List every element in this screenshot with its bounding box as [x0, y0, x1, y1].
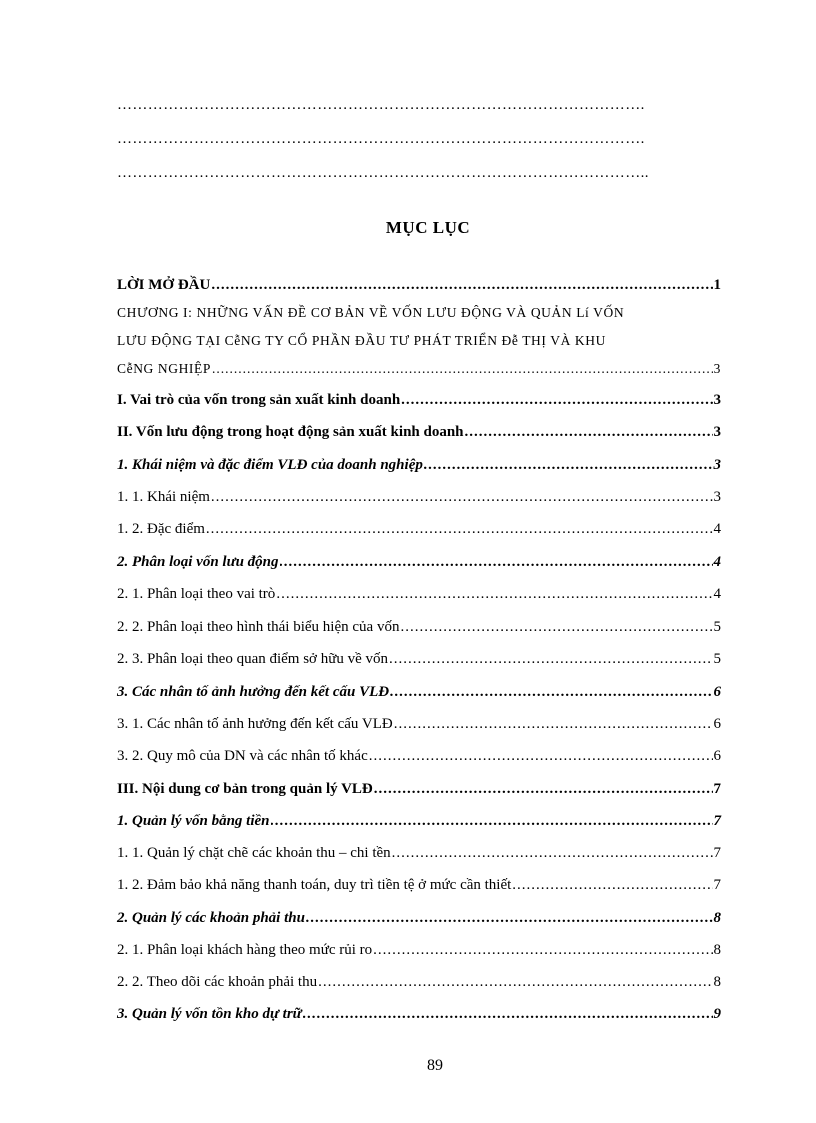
- page-number: 89: [427, 1057, 443, 1074]
- toc-entry[interactable]: [117, 974, 721, 991]
- dot-leader: [206, 521, 713, 538]
- toc-entry[interactable]: [117, 716, 721, 733]
- dot-leader: [276, 586, 712, 603]
- dot-leader: [306, 910, 713, 927]
- toc-entry-page: 3: [713, 457, 721, 473]
- toc-entry-page: 6: [713, 716, 721, 732]
- toc-entry[interactable]: [117, 586, 721, 603]
- toc-entry-label: 2. 3. Phân loại theo quan điểm sở hữu về vốn: [117, 651, 389, 667]
- toc-entry[interactable]: [117, 910, 721, 927]
- toc-entry-page: 8: [713, 910, 721, 926]
- toc-entry-label: [117, 424, 464, 441]
- toc-entry[interactable]: [117, 845, 721, 862]
- section-number: I.: [117, 392, 127, 408]
- toc-entry-page: 6: [713, 748, 721, 764]
- dotted-line: ………………………………………………………………………………………….: [117, 131, 645, 147]
- toc-entry-label: 3. Các nhân tố ảnh hưởng đến kết cấu VLĐ: [117, 684, 390, 700]
- dot-leader: [512, 877, 712, 894]
- toc-entry-page: 7: [713, 877, 721, 893]
- toc-entry-label: 1. 1. Quản lý chặt chẽ các khoản thu – chi tền: [117, 845, 391, 861]
- toc-entry-label: 1. 1. Khái niệm: [117, 489, 210, 505]
- toc-entry-page: 5: [713, 651, 721, 667]
- toc-entry-page: 3: [713, 424, 721, 440]
- dot-leader: [280, 554, 713, 571]
- toc-entry-label: 2. Phân loại vốn lưu động: [117, 554, 279, 570]
- toc-entry-label: 3. 1. Các nhân tố ảnh hưởng đến kết cấu VLĐ: [117, 716, 393, 732]
- dot-leader: [369, 748, 713, 765]
- dot-leader: [374, 781, 713, 798]
- dot-leader: [373, 942, 712, 959]
- dot-leader: [211, 277, 712, 294]
- toc-entry-label: 2. 2. Theo dõi các khoản phải thu: [117, 974, 318, 990]
- toc-entry-label: 1. Quản lý vốn bằng tiền: [117, 813, 270, 829]
- dot-leader: [392, 845, 713, 862]
- toc-entry-page: 3: [713, 489, 721, 505]
- dot-leader: [389, 651, 712, 668]
- toc-entry[interactable]: [117, 489, 721, 506]
- toc-entry-page: 1: [713, 277, 721, 293]
- dotted-line: …………………………………………………………………………………………..: [117, 165, 649, 181]
- toc-title: MỤC LỤC: [385, 218, 471, 237]
- dot-leader: [212, 361, 713, 377]
- dot-leader: [424, 457, 713, 474]
- toc-entry[interactable]: [117, 781, 721, 798]
- dot-leader: [400, 619, 712, 636]
- chapter-heading[interactable]: CHƯƠNG I: NHỮNG VẤN ĐỀ CƠ BẢN VỀ VỐN LƯU ĐỘNG VÀ QUẢN Lí VỐN: [117, 305, 625, 320]
- toc-entry-page: 3: [713, 392, 721, 408]
- toc-entry-page: 7: [713, 781, 721, 797]
- dot-leader: [318, 974, 712, 991]
- section-title: Vốn lưu động trong hoạt động sản xuất kinh doanh: [135, 424, 464, 440]
- dot-leader: [465, 424, 713, 441]
- toc-entry[interactable]: [117, 619, 721, 636]
- dot-leader: [390, 684, 712, 701]
- toc-entry-page: 4: [713, 554, 721, 570]
- toc-entry[interactable]: [117, 748, 721, 765]
- toc-entry-page: 4: [713, 586, 721, 602]
- toc-entry[interactable]: [117, 684, 721, 701]
- toc-entry-label: 1. Khái niệm và đặc điểm VLĐ của doanh nghiệp: [117, 457, 423, 473]
- toc-entry[interactable]: [117, 554, 721, 571]
- toc-entry-page: 8: [713, 974, 721, 990]
- toc-entry-label: 2. 1. Phân loại khách hàng theo mức rủi ro: [117, 942, 373, 958]
- toc-entry[interactable]: [117, 392, 721, 409]
- dot-leader: [211, 489, 713, 506]
- toc-entry-label: LỜI MỞ ĐẦU: [117, 277, 211, 293]
- toc-entry-label: CễNG NGHIỆP: [117, 361, 211, 376]
- toc-entry[interactable]: [117, 424, 721, 441]
- toc-entry[interactable]: [117, 277, 721, 294]
- toc-entry[interactable]: [117, 942, 721, 959]
- dot-leader: [303, 1006, 713, 1023]
- toc-entry[interactable]: [117, 1006, 721, 1023]
- toc-entry-page: 6: [713, 684, 721, 700]
- toc-entry-page: 7: [713, 845, 721, 861]
- toc-entry-label: 3. 2. Quy mô của DN và các nhân tố khác: [117, 748, 368, 764]
- toc-entry-page: 7: [713, 813, 721, 829]
- toc-entry[interactable]: [117, 361, 721, 377]
- section-title: Vai trò của vốn trong sản xuất kinh doanh: [130, 392, 401, 408]
- toc-entry[interactable]: [117, 457, 721, 474]
- toc-entry-label: 2. 2. Phân loại theo hình thái biểu hiện của vốn: [117, 619, 400, 635]
- toc-entry-label: 3. Quản lý vốn tồn kho dự trữ: [117, 1006, 302, 1022]
- dot-leader: [271, 813, 713, 830]
- toc-entry-page: 4: [713, 521, 721, 537]
- toc-entry[interactable]: [117, 651, 721, 668]
- chapter-heading[interactable]: LƯU ĐỘNG TẠI CễNG TY CỔ PHẦN ĐẦU TƯ PHÁT TRIỂN Đễ THỊ VÀ KHU: [117, 333, 606, 348]
- dot-leader: [401, 392, 712, 409]
- toc-entry-page: 3: [713, 361, 721, 376]
- toc-entry[interactable]: [117, 813, 721, 830]
- toc-entry-label: [117, 392, 400, 409]
- toc-entry-label: 2. 1. Phân loại theo vai trò: [117, 586, 276, 602]
- toc-entry-label: 2. Quản lý các khoản phải thu: [117, 910, 305, 926]
- dot-leader: [394, 716, 713, 733]
- toc-entry[interactable]: [117, 521, 721, 538]
- toc-entry-label: III. Nội dung cơ bản trong quản lý VLĐ: [117, 781, 373, 797]
- toc-entry-page: 5: [713, 619, 721, 635]
- section-number: II.: [117, 424, 133, 440]
- toc-entry-label: 1. 2. Đặc điểm: [117, 521, 205, 537]
- dotted-line: ………………………………………………………………………………………….: [117, 97, 645, 113]
- toc-entry-page: 9: [713, 1006, 721, 1022]
- toc-entry-label: 1. 2. Đảm bảo khả năng thanh toán, duy trì tiền tệ ở mức cần thiết: [117, 877, 512, 893]
- toc-entry[interactable]: [117, 877, 721, 894]
- toc-entry-page: 8: [713, 942, 721, 958]
